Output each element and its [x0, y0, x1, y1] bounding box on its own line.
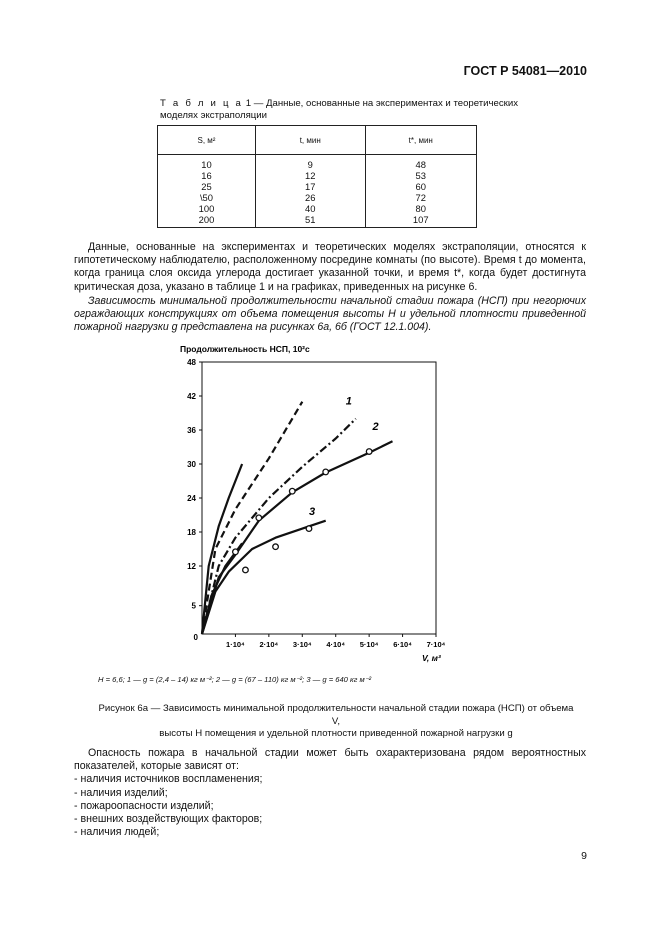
- data-marker: [256, 515, 262, 521]
- table-cell: \50: [158, 192, 256, 203]
- table-cell: 17: [255, 181, 365, 192]
- figure-legend: H = 6,6; 1 — g = (2,4 – 14) кг м⁻²; 2 — g = (67 – 110) кг м⁻²; 3 — g = 640 кг м⁻²: [98, 675, 372, 684]
- paragraph-1: [74, 241, 586, 294]
- col-header-tstar: t*, мин: [365, 126, 477, 155]
- paragraph-2: [74, 295, 586, 335]
- curve-label: 1: [345, 395, 352, 408]
- figure-caption: [96, 703, 576, 741]
- list-item: - пожароопасности изделий;: [74, 799, 214, 812]
- list-items: [74, 773, 586, 839]
- table-cell: 48: [365, 155, 477, 171]
- x-tick-label: 3·10⁴: [292, 640, 312, 649]
- table-cell: 26: [255, 192, 365, 203]
- col-header-s: S, м²: [158, 126, 256, 155]
- table-cell: 25: [158, 181, 256, 192]
- table-row: [158, 203, 477, 214]
- chart: [150, 338, 480, 674]
- data-marker: [233, 549, 239, 555]
- x-axis-label: V, м³: [422, 653, 441, 663]
- list-item: - наличия источников воспламенения;: [74, 773, 263, 786]
- data-marker: [243, 567, 249, 573]
- y-tick-label: 18: [187, 528, 196, 537]
- document-code: ГОСТ Р 54081—2010: [463, 64, 587, 78]
- origin-label: 0: [193, 633, 198, 642]
- table-row: [158, 181, 477, 192]
- table-caption-text: 1 — Данные, основанные на экспериментах и теоретических моделях экстраполяции: [160, 98, 518, 121]
- y-tick-label: 36: [187, 426, 196, 435]
- data-marker: [273, 544, 279, 550]
- paragraph-1-text: Данные, основанные на экспериментах и теоретических моделях экстраполяции, относятся к гипотетическому наблюдателю, расположенному посредине комнаты (по высоте). Время t до момента, когда граница слоя оксида углерода достигает указанной точки, и время t*, когда будет достигнута критическая доза, указано в таблице 1 и на графиках, приведенных на рисунке 6.: [74, 241, 586, 293]
- table-cell: 200: [158, 214, 256, 228]
- x-tick-label: 6·10⁴: [393, 640, 412, 649]
- table-row: [158, 155, 477, 171]
- figure-caption-line-1: Рисунок 6а — Зависимость минимальной продолжительности начальной стадии пожара (НСП) от объема V,: [98, 703, 574, 727]
- figure-caption-line-2: высоты H помещения и удельной плотности приведенной пожарной нагрузки g: [159, 728, 513, 739]
- series-line-aux-5: [202, 543, 242, 634]
- x-tick-label: 4·10⁴: [326, 640, 346, 649]
- table-cell: 80: [365, 203, 477, 214]
- col-header-t: t, мин: [255, 126, 365, 155]
- table-cell: 10: [158, 155, 256, 171]
- chart-title: Продолжительность НСП, 10²с: [180, 344, 310, 354]
- x-tick-label: 2·10⁴: [259, 640, 279, 649]
- y-tick-label: 24: [187, 494, 196, 503]
- table-caption: [160, 98, 520, 122]
- page-number: 9: [581, 850, 587, 862]
- data-marker: [306, 526, 312, 532]
- table-cell: 51: [255, 214, 365, 228]
- table-cell: 9: [255, 155, 365, 171]
- table-cell: 12: [255, 170, 365, 181]
- plot-frame: [202, 362, 436, 634]
- curve-labels-group: [309, 396, 379, 519]
- series-line-1: [202, 419, 356, 634]
- data-marker: [366, 449, 372, 455]
- y-tick-label: 42: [187, 392, 196, 401]
- table-cell: 16: [158, 170, 256, 181]
- series-group: [202, 402, 393, 634]
- x-tick-label: 5·10⁴: [359, 640, 379, 649]
- table-cell: 53: [365, 170, 477, 181]
- data-marker: [323, 469, 329, 475]
- markers-group: [233, 449, 372, 573]
- table-row: [158, 192, 477, 203]
- table-cell: 100: [158, 203, 256, 214]
- paragraph-2-text: Зависимость минимальной продолжительности начальной стадии пожара (НСП) при негорючих ограждающих конструкциях от объема помещения высоты H и удельной плотности приведенной пожарной нагрузки g представлена на рисунках 6а, 6б (ГОСТ 12.1.004).: [74, 295, 586, 334]
- x-tick-label: 7·10⁴: [426, 640, 446, 649]
- data-marker: [289, 488, 295, 494]
- list-item: - внешних воздействующих факторов;: [74, 813, 263, 826]
- curve-label: 2: [372, 421, 379, 433]
- y-tick-label: 5: [191, 601, 196, 611]
- x-tick-label: 1·10⁴: [226, 640, 245, 649]
- table-cell: 40: [255, 203, 365, 214]
- y-tick-label: 30: [187, 460, 196, 469]
- table-cell: 60: [365, 181, 477, 192]
- hazard-list: [74, 747, 586, 839]
- table-row: [158, 214, 477, 228]
- list-intro: Опасность пожара в начальной стадии может быть охарактеризована рядом вероятностных показателей, которые зависят от:: [74, 747, 586, 773]
- list-item: - наличия изделий;: [74, 786, 168, 799]
- table-cell: 72: [365, 192, 477, 203]
- y-tick-label: 12: [187, 562, 196, 571]
- list-item: - наличия людей;: [74, 826, 160, 839]
- table-cell: 107: [365, 214, 477, 228]
- table-body: [158, 155, 477, 228]
- y-tick-label: 48: [187, 358, 196, 367]
- table-caption-word: Т а б л и ц а: [160, 98, 244, 109]
- curve-label: 3: [308, 506, 316, 518]
- data-table: [157, 125, 477, 228]
- table-row: [158, 170, 477, 181]
